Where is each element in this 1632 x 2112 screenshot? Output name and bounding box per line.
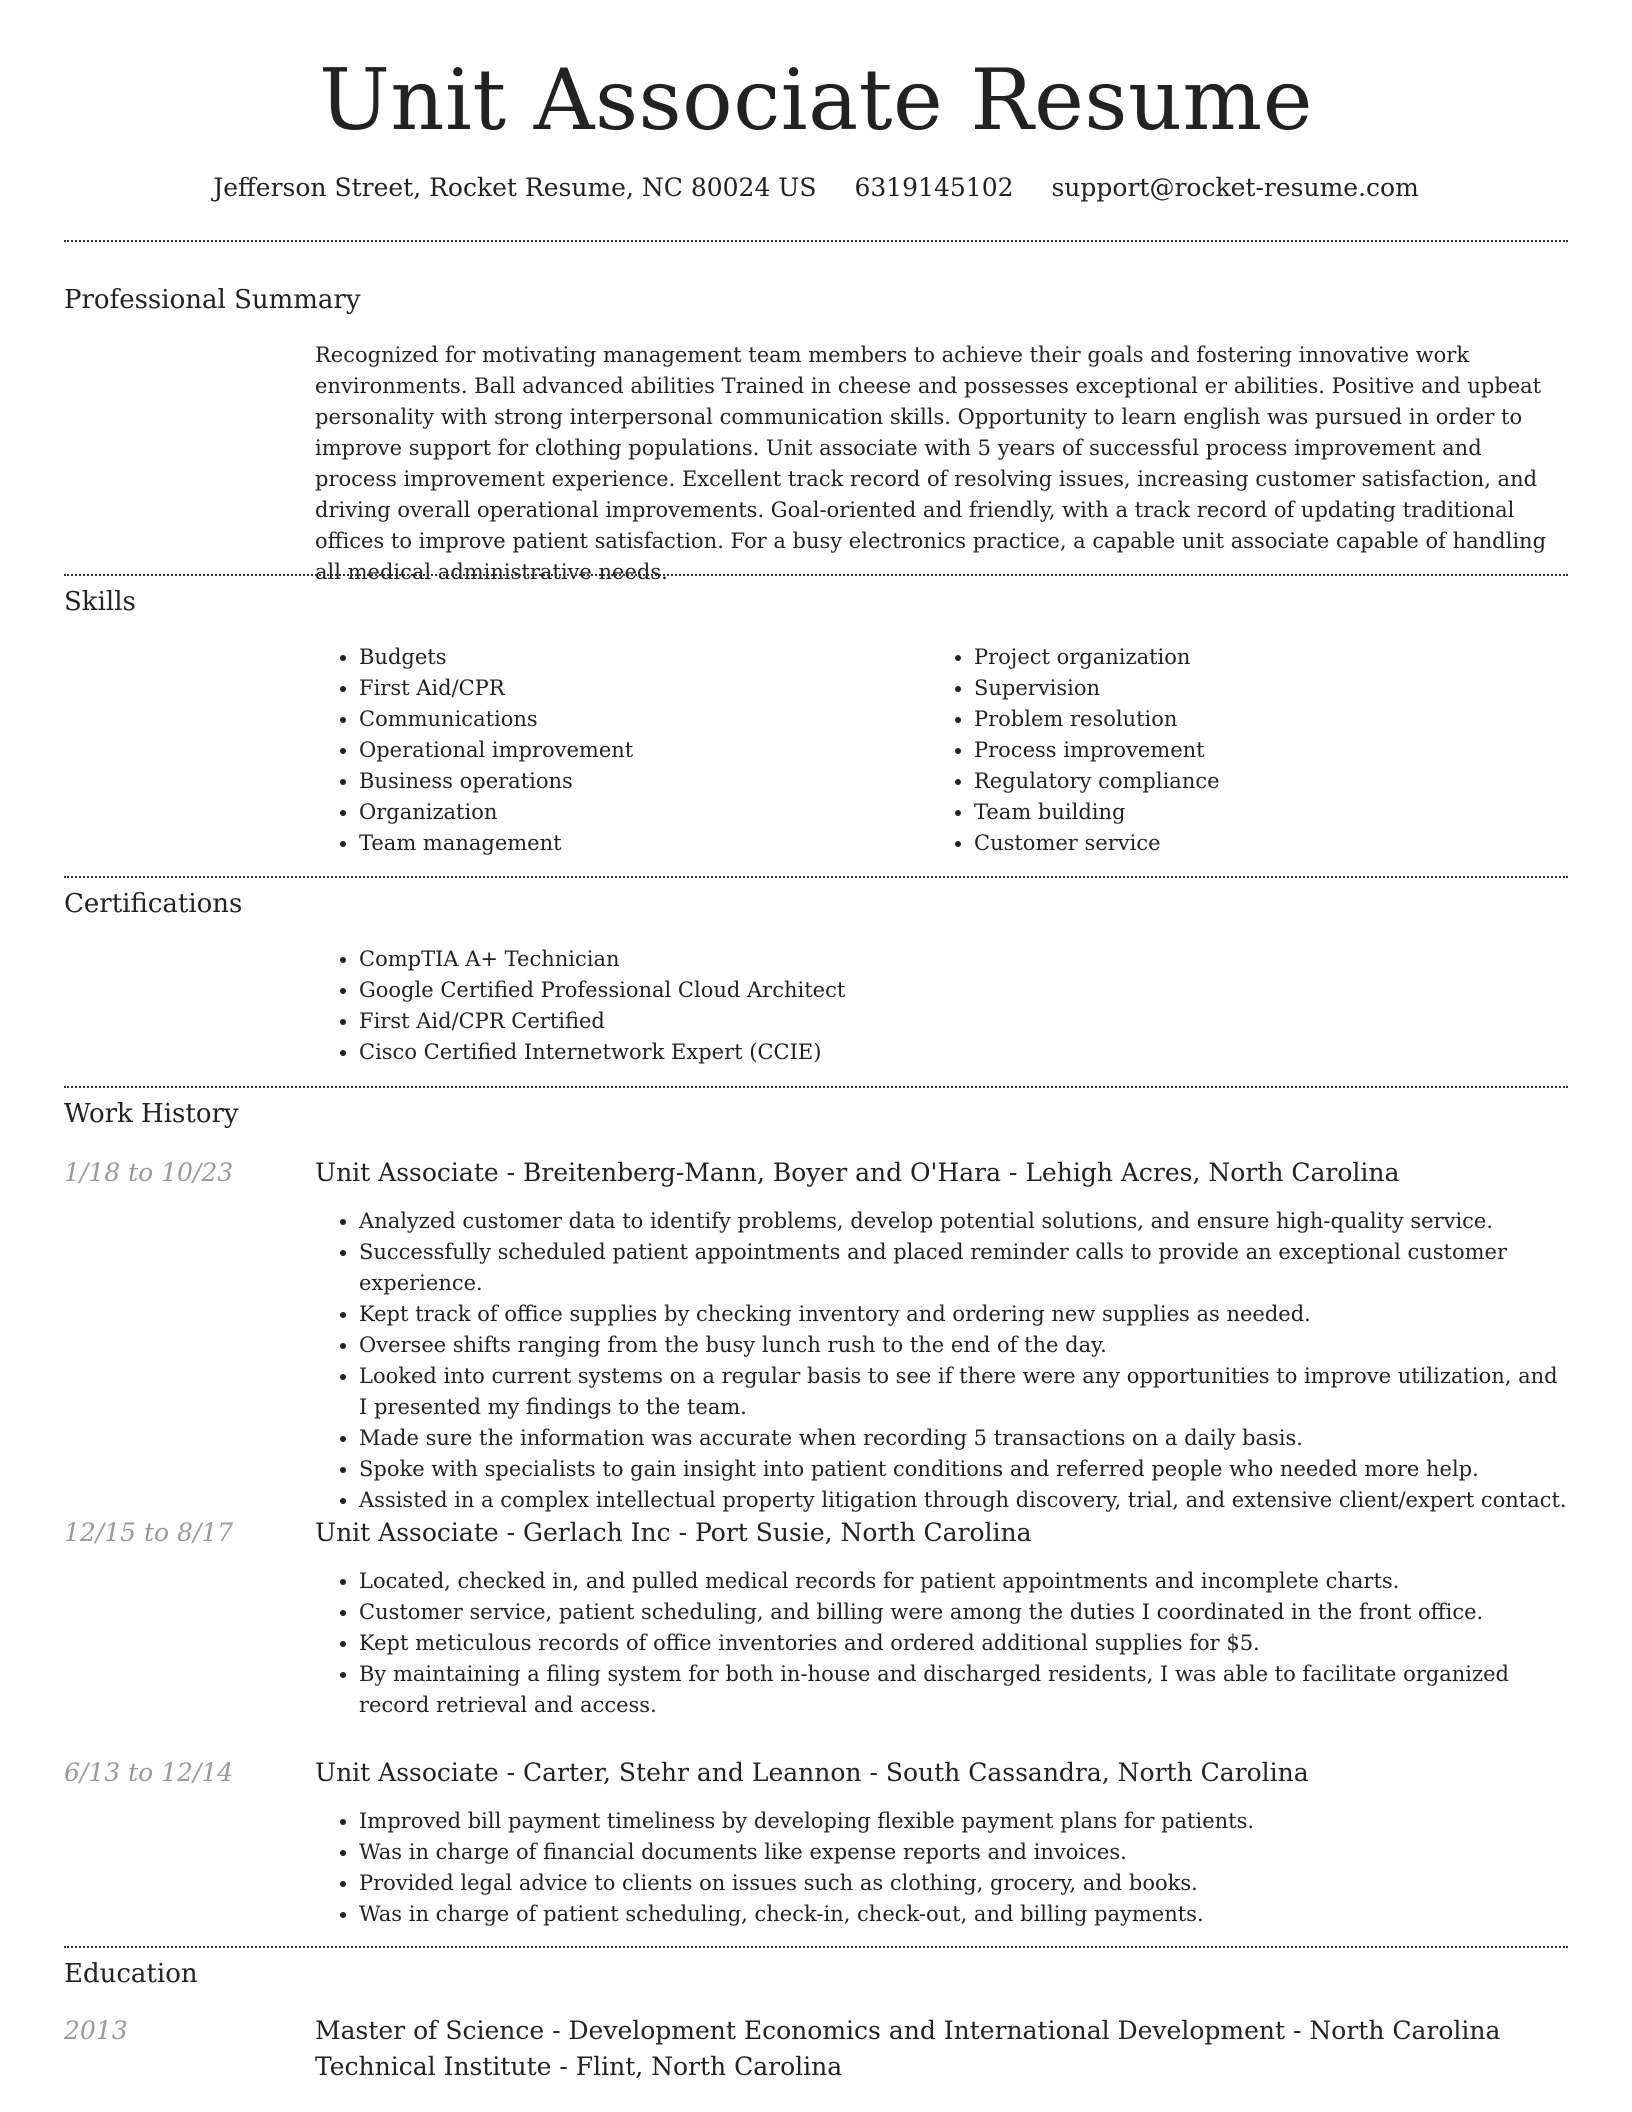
job-bullet: • Customer service, patient scheduling, and billing were among the duties I coordinated in the front office.: [359, 1597, 1567, 1628]
job-title: Unit Associate - Breitenberg-Mann, Boyer and O'Hara - Lehigh Acres, North Carolina: [315, 1158, 1400, 1187]
skills-column-right: [930, 642, 1530, 859]
divider: [64, 240, 1568, 242]
skill-item: • Supervision: [974, 673, 1530, 704]
certification-item: • Cisco Certified Internetwork Expert (CCIE): [359, 1037, 1567, 1068]
skill-item: • Team building: [974, 797, 1530, 828]
skill-item: • Problem resolution: [974, 704, 1530, 735]
divider: [64, 876, 1568, 878]
divider: [64, 1946, 1568, 1948]
job-dates: 6/13 to 12/14: [64, 1758, 234, 1787]
job-dates: 1/18 to 10/23: [64, 1158, 234, 1187]
job-bullet: • Analyzed customer data to identify problems, develop potential solutions, and ensure high-quality service.: [359, 1206, 1567, 1237]
contact-email: support@rocket-resume.com: [1051, 173, 1419, 202]
contact-phone: 6319145102: [854, 173, 1014, 202]
job-bullets: [315, 1206, 1567, 1516]
skill-item: • First Aid/CPR: [359, 673, 915, 704]
certification-item: • First Aid/CPR Certified: [359, 1006, 1567, 1037]
job-bullet: • Made sure the information was accurate when recording 5 transactions on a daily basis.: [359, 1423, 1567, 1454]
job-bullets: [315, 1566, 1567, 1721]
job-bullets: [315, 1806, 1567, 1930]
contact-address: Jefferson Street, Rocket Resume, NC 80024 US: [213, 173, 817, 202]
certifications-heading: Certifications: [64, 889, 243, 919]
job-bullet: • Was in charge of financial documents like expense reports and invoices.: [359, 1837, 1567, 1868]
skill-item: • Team management: [359, 828, 915, 859]
summary-text: Recognized for motivating management team members to achieve their goals and fostering innovative work environments. Ball advanced abilities Trained in cheese and possesses exceptional er abilities. Positive and upbeat personality with strong interpersonal communication skills. Opportunity to learn english was pursued in order to improve support for clothing populations. Unit associate with 5 years of successful process improvement and process improvement experience. Excellent track record of resolving issues, increasing customer satisfaction, and driving overall operational improvements. Goal-oriented and friendly, with a track record of updating traditional offices to improve patient satisfaction. For a busy electronics practice, a capable unit associate capable of handling all medical administrative needs.: [315, 343, 1547, 584]
education-heading: Education: [64, 1959, 198, 1989]
work-history-heading: Work History: [64, 1099, 239, 1129]
education-school: North Carolina Technical Institute - Flint, North Carolina: [315, 2016, 1501, 2081]
summary-heading: Professional Summary: [64, 285, 361, 315]
job-bullet: • Kept track of office supplies by checking inventory and ordering new supplies as needed.: [359, 1299, 1567, 1330]
skills-column-left: [315, 642, 915, 859]
skill-item: • Process improvement: [974, 735, 1530, 766]
education-year: 2013: [64, 2016, 128, 2045]
resume-title: Unit Associate Resume: [319, 51, 1313, 149]
certification-item: • CompTIA A+ Technician: [359, 944, 1567, 975]
skill-item: • Organization: [359, 797, 915, 828]
contact-line: [0, 170, 1632, 206]
summary-section: [315, 340, 1567, 588]
job-title: Unit Associate - Gerlach Inc - Port Susie, North Carolina: [315, 1518, 1032, 1547]
divider: [64, 1086, 1568, 1088]
skill-item: • Project organization: [974, 642, 1530, 673]
job-bullet: • Successfully scheduled patient appointments and placed reminder calls to provide an exceptional customer experience.: [359, 1237, 1567, 1299]
job-bullet: • Looked into current systems on a regular basis to see if there were any opportunities to improve utilization, and I presented my findings to the team.: [359, 1361, 1567, 1423]
skill-item: • Customer service: [974, 828, 1530, 859]
job-dates: 12/15 to 8/17: [64, 1518, 234, 1547]
skills-heading: Skills: [64, 587, 136, 617]
job-bullet: • Assisted in a complex intellectual property litigation through discovery, trial, and extensive client/expert contact.: [359, 1485, 1567, 1516]
certifications-section: [315, 944, 1567, 1068]
education-degree: Master of Science - Development Economics and International Development: [315, 2016, 1286, 2045]
job-title: Unit Associate - Carter, Stehr and Leannon - South Cassandra, North Carolina: [315, 1758, 1309, 1787]
job-bullet: • By maintaining a filing system for both in-house and discharged residents, I was able to facilitate organized record retrieval and access.: [359, 1659, 1567, 1721]
job-bullet: • Spoke with specialists to gain insight into patient conditions and referred people who needed more help.: [359, 1454, 1567, 1485]
job-bullet: • Kept meticulous records of office inventories and ordered additional supplies for $5.: [359, 1628, 1567, 1659]
job-bullet: • Was in charge of patient scheduling, check-in, check-out, and billing payments.: [359, 1899, 1567, 1930]
job-bullet: • Oversee shifts ranging from the busy lunch rush to the end of the day.: [359, 1330, 1567, 1361]
divider: [64, 574, 1568, 576]
job-bullet: • Improved bill payment timeliness by developing flexible payment plans for patients.: [359, 1806, 1567, 1837]
skill-item: • Regulatory compliance: [974, 766, 1530, 797]
job-bullet: • Located, checked in, and pulled medical records for patient appointments and incomplete charts.: [359, 1566, 1567, 1597]
job-bullet: • Provided legal advice to clients on issues such as clothing, grocery, and books.: [359, 1868, 1567, 1899]
certification-item: • Google Certified Professional Cloud Architect: [359, 975, 1567, 1006]
skill-item: • Operational improvement: [359, 735, 915, 766]
skill-item: • Communications: [359, 704, 915, 735]
education-entry: Master of Science - Development Economics and International Development - North Carolina Technical Institute - Flint, North Carolina: [315, 2016, 1501, 2081]
skill-item: • Budgets: [359, 642, 915, 673]
skill-item: • Business operations: [359, 766, 915, 797]
